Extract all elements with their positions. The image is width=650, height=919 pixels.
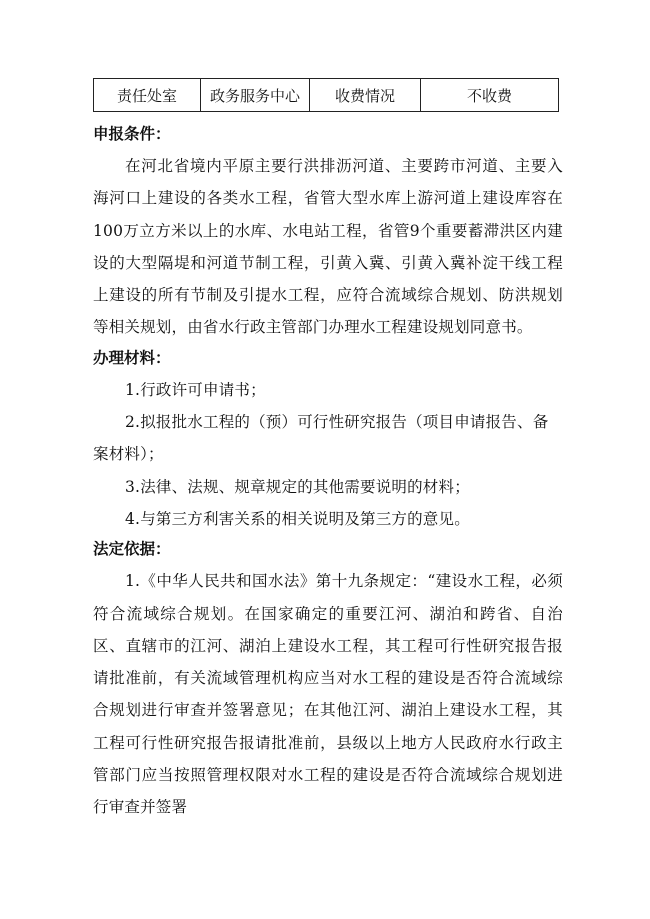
materials-item-1: 1.行政许可申请书； [125,380,266,399]
conditions-text: 在河北省境内平原主要行洪排沥河道、主要跨市河道、主要入海河口上建设的各类水工程，省管大型水库上游河道上建设库容在100万立方米以上的水库、水电站工程，省管9个重要蓄滞洪区内建设的大型隔堤和河道节制工程，引黄入冀、引黄入冀补淀干线工程上建设的所有节制及引提水工程，应符合流域综合规划、防洪规划等相关规划，由省水行政主管部门办理水工程建设规划同意书。 [93,157,563,337]
document-content [93,122,563,824]
responsible-office-label: 责任处室 [94,79,201,112]
materials-item-4: 4.与第三方利害关系的相关说明及第三方的意见。 [125,509,470,528]
fee-status-value: 不收费 [421,79,559,112]
info-table [93,78,559,112]
fee-status-label: 收费情况 [310,79,421,112]
info-table-row [94,79,559,112]
responsible-office-value: 政务服务中心 [201,79,310,112]
basis-text: 1.《中华人民共和国水法》第十九条规定：“建设水工程，必须符合流域综合规划。在国家确定的重要江河、湖泊和跨省、自治区、直辖市的江河、湖泊上建设水工程，其工程可行性研究报告报请批准前，有关流域管理机构应当对水工程的建设是否符合流域综合规划进行审查并签署意见；在其他江河、湖泊上建设水工程，其工程可行性研究报告报请批准前，县级以上地方人民政府水行政主管部门应当按照管理权限对水工程的建设是否符合流域综合规划进行审查并签署 [93,572,563,817]
materials-item-3: 3.法律、法规、规章规定的其他需要说明的材料； [125,477,470,496]
materials-heading: 办理材料： [93,348,171,367]
basis-heading: 法定依据： [93,540,171,559]
materials-item-2: 2.拟报批水工程的（预）可行性研究报告（项目申请报告、备案材料）； [93,413,549,464]
conditions-heading: 申报条件： [93,125,171,143]
